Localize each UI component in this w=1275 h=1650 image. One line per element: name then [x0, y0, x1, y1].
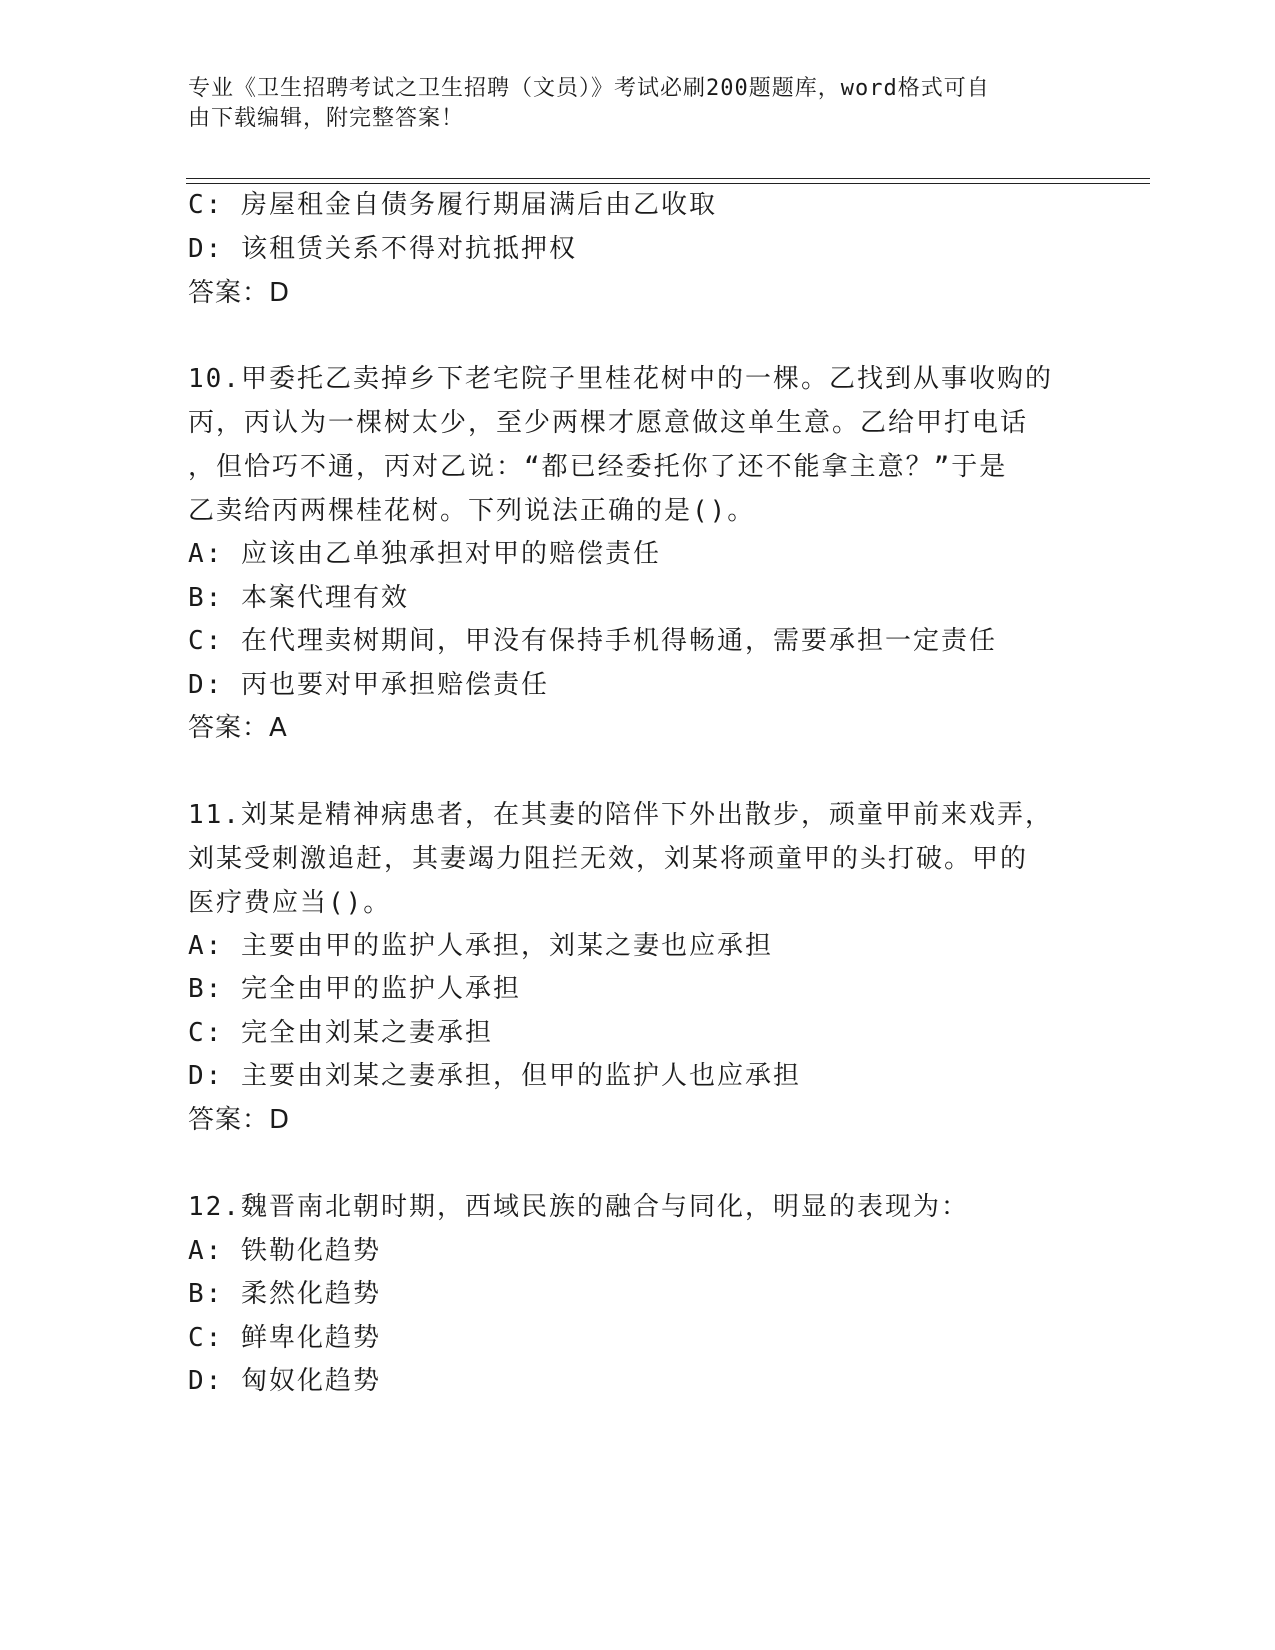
- q10-option-a: A: 应该由乙单独承担对甲的赔偿责任: [188, 539, 661, 569]
- q11-stem-line-3: 医疗费应当()。: [188, 888, 392, 918]
- q11-answer: 答案：D: [188, 1105, 291, 1135]
- q12-option-b: B: 柔然化趋势: [188, 1279, 381, 1309]
- q11-option-b: B: 完全由甲的监护人承担: [188, 974, 521, 1004]
- q10-option-d: D: 丙也要对甲承担赔偿责任: [188, 670, 549, 700]
- q11-stem-line-1: 11.刘某是精神病患者，在其妻的陪伴下外出散步，顽童甲前来戏弄，: [188, 800, 1053, 830]
- q10-option-c: C: 在代理卖树期间，甲没有保持手机得畅通，需要承担一定责任: [188, 626, 997, 656]
- document-header: [188, 74, 1088, 134]
- q10-stem-line-2: 丙，丙认为一棵树太少，至少两棵才愿意做这单生意。乙给甲打电话: [188, 408, 1029, 438]
- header-line-1: 专业《卫生招聘考试之卫生招聘（文员）》考试必刷200题题库，word格式可自: [188, 76, 990, 101]
- header-rule-top: [186, 178, 1150, 179]
- q12-stem-line-1: 12.魏晋南北朝时期，西域民族的融合与同化，明显的表现为：: [188, 1192, 969, 1222]
- q12-option-d: D: 匈奴化趋势: [188, 1366, 381, 1396]
- q11-stem-line-2: 刘某受刺激追赶，其妻竭力阻拦无效，刘某将顽童甲的头打破。甲的: [188, 844, 1029, 874]
- header-line-2: 由下载编辑，附完整答案！: [188, 106, 465, 131]
- q9-option-c: C: 房屋租金自债务履行期届满后由乙收取: [188, 190, 717, 220]
- q12-option-c: C: 鲜卑化趋势: [188, 1323, 381, 1353]
- header-rule-bottom: [186, 183, 1150, 184]
- q11-option-c: C: 完全由刘某之妻承担: [188, 1018, 493, 1048]
- q10-stem-line-3: ，但恰巧不通，丙对乙说：“都已经委托你了还不能拿主意？”于是: [188, 452, 1008, 482]
- q10-option-b: B: 本案代理有效: [188, 583, 409, 613]
- q11-option-a: A: 主要由甲的监护人承担，刘某之妻也应承担: [188, 931, 773, 961]
- q9-answer: 答案：D: [188, 278, 291, 308]
- q10-stem-line-1: 10.甲委托乙卖掉乡下老宅院子里桂花树中的一棵。乙找到从事收购的: [188, 364, 1053, 394]
- q11-option-d: D: 主要由刘某之妻承担，但甲的监护人也应承担: [188, 1061, 801, 1091]
- q9-option-d: D: 该租赁关系不得对抗抵押权: [188, 234, 577, 264]
- q10-answer: 答案：A: [188, 713, 288, 743]
- q10-stem-line-4: 乙卖给丙两棵桂花树。下列说法正确的是()。: [188, 496, 756, 526]
- q12-option-a: A: 铁勒化趋势: [188, 1236, 381, 1266]
